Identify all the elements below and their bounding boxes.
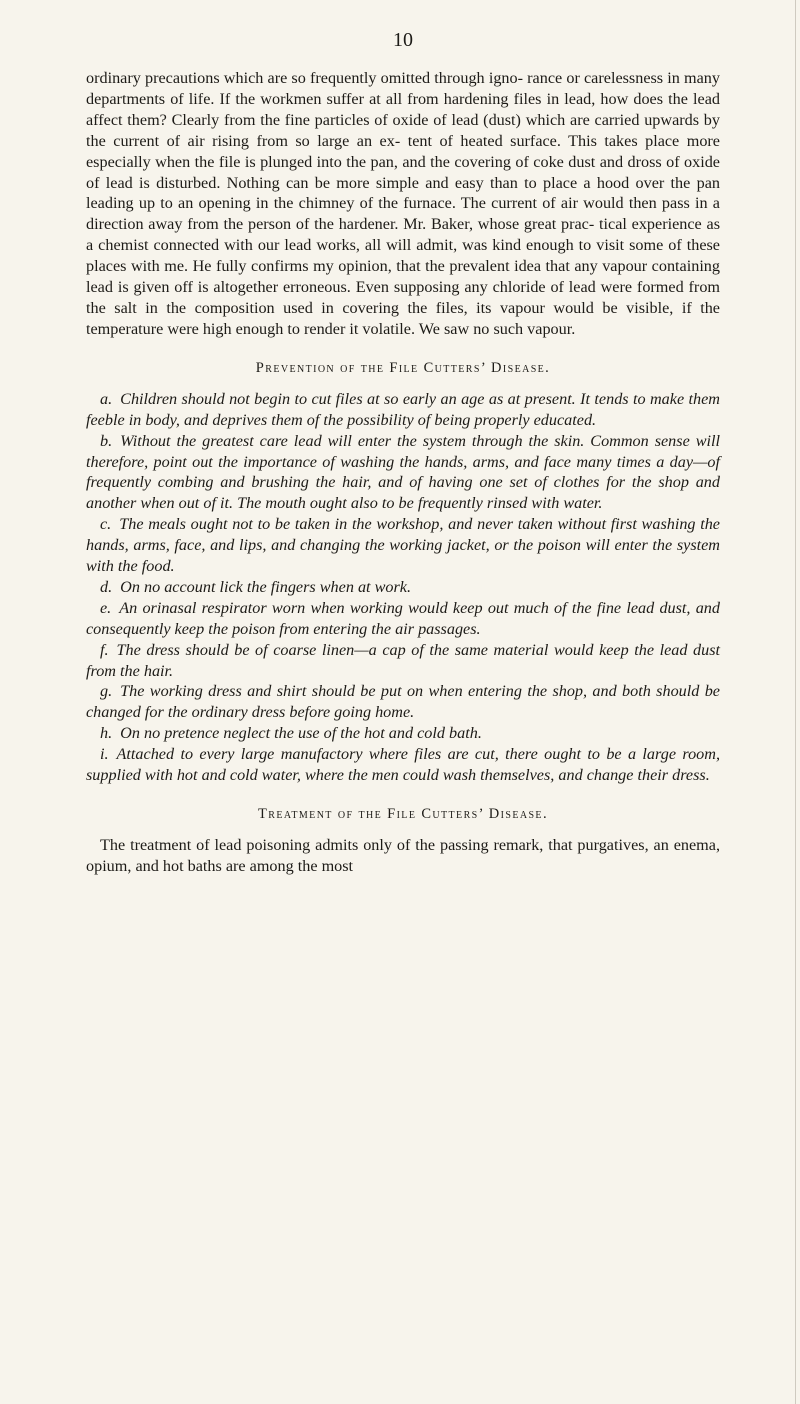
book-page <box>86 0 720 877</box>
item-letter: i. <box>100 745 109 764</box>
item-text: On no account lick the fingers when at work. <box>120 577 412 596</box>
prevention-item <box>86 514 720 577</box>
item-text: Without the greatest care lead will enter the system through the skin. Common sense will therefore, point out the importance of washing the hands, arms, and face many times a day—of frequently combing and brushing the hair, and of having one set of clothes for the shop and another when out of it. The mouth ought also to be frequently rinsed with water. <box>86 431 720 513</box>
prevention-item <box>86 681 720 723</box>
page-edge-divider <box>795 0 796 1404</box>
prevention-item <box>86 640 720 682</box>
item-text: The dress should be of coarse linen—a cap of the same material would keep the lead dust from the hair. <box>86 640 720 680</box>
item-letter: g. <box>100 682 113 701</box>
item-letter: b. <box>100 431 113 450</box>
prevention-list <box>86 389 720 786</box>
prevention-item <box>86 577 720 598</box>
intro-paragraph: ordinary precautions which are so frequently omitted through igno- rance or carelessness in many departments of life. If the workmen suffer at all from hardening files in lead, how does the lead affect them? Clearly from the fine particles of oxide of lead (dust) which are carried upwards by the current of air rising from so large an ex- tent of heated surface. This takes place more especially when the file is plunged into the pan, and the covering of coke dust and dross of oxide of lead is disturbed. Nothing can be more simple and easy than to place a hood over the pan leading up to an opening in the chimney of the furnace. The current of air would then pass in a direction away from the person of the hardener. Mr. Baker, whose great prac- tical experience as a chemist connected with our lead works, all will admit, was kind enough to visit some of these places with me. He fully confirms my opinion, that the prevalent idea that any vapour containing lead is given off is altogether erroneous. Even supposing any chloride of lead were formed from the salt in the composition used in covering the files, its vapour would be visible, if the temperature were high enough to render it volatile. We saw no such vapour. <box>86 69 720 338</box>
treatment-paragraph: The treatment of lead poisoning admits only of the passing remark, that purgatives, an enema, opium, and hot baths are among the most <box>86 836 720 875</box>
prevention-item <box>86 598 720 640</box>
item-letter: a. <box>100 389 113 408</box>
page-number: 10 <box>393 29 413 51</box>
item-letter: e. <box>100 598 112 617</box>
item-text: Children should not begin to cut files at so early an age as at present. It tends to make them feeble in body, and deprives them of the possibility of being properly educated. <box>86 389 720 429</box>
prevention-item <box>86 389 720 431</box>
item-letter: f. <box>100 640 109 659</box>
item-text: Attached to every large manufactory where files are cut, there ought to be a large room, supplied with hot and cold water, where the men could wash themselves, and change their dress. <box>86 745 720 785</box>
prevention-item <box>86 744 720 786</box>
item-letter: c. <box>100 515 112 534</box>
item-text: The meals ought not to be taken in the workshop, and never taken without first washing the hands, arms, face, and lips, and changing the working jacket, or the poison will enter the system with the food. <box>86 515 720 576</box>
item-text: The working dress and shirt should be put on when entering the shop, and both should be changed for the ordinary dress before going home. <box>86 682 720 722</box>
prevention-heading: Prevention of the File Cutters’ Disease. <box>255 359 551 376</box>
prevention-item <box>86 431 720 515</box>
treatment-heading: Treatment of the File Cutters’ Disease. <box>258 806 548 822</box>
item-letter: d. <box>100 577 113 596</box>
prevention-item <box>86 723 720 744</box>
item-text: An orinasal respirator worn when working would keep out much of the fine lead dust, and consequently keep the poison from entering the air passages. <box>86 598 720 638</box>
item-text: On no pretence neglect the use of the hot and cold bath. <box>120 724 482 743</box>
item-letter: h. <box>100 724 113 743</box>
